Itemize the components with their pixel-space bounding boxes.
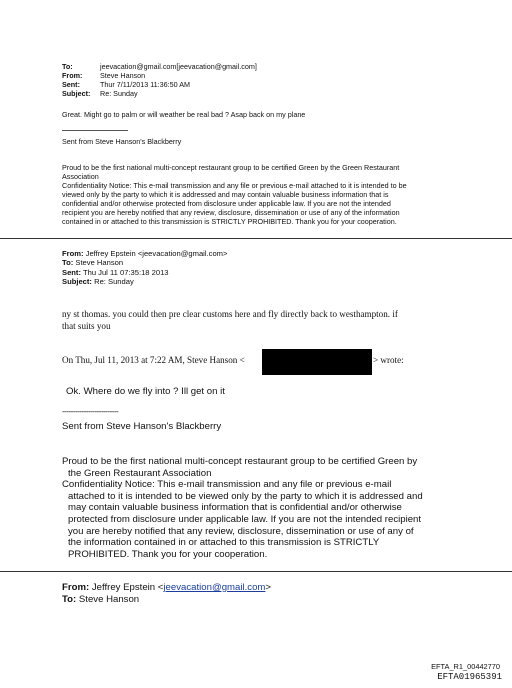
to-value: jeevacation@gmail.com[jeevacation@gmail.com]	[100, 62, 257, 71]
from-label: From:	[62, 249, 84, 258]
confidentiality-line: you are hereby notified that any review, disclosure, dissemination or use of any of	[68, 525, 414, 537]
signature-2: Sent from Steve Hanson's Blackberry	[62, 421, 222, 432]
from-value: Jeffrey Epstein <jeevacation@gmail.com>	[85, 249, 228, 258]
confidentiality-line: confidential and/or otherwise protected from disclosure under applicable law. If you are not the intended	[62, 199, 391, 208]
sent-label: Sent:	[62, 80, 80, 89]
subject-value: Re: Sunday	[100, 89, 138, 98]
section-divider	[0, 238, 512, 239]
email-body-1: Great. Might go to palm or will weather be real bad ? Asap back on my plane	[62, 110, 306, 119]
confidentiality-line: attached to it is intended to be viewed only by the party to which it is addressed and	[68, 490, 423, 502]
confidentiality-line: contained in or attached to this transmission is STRICTLY PROHIBITED. Thank you for your cooperation.	[62, 217, 397, 226]
confidentiality-line: may contain valuable business information that is confidential and/or otherwise	[68, 502, 402, 514]
footer-line: Proud to be the first national multi-concept restaurant group to be certified Green by the Green Restaurant	[62, 163, 400, 172]
footer-block-1	[62, 163, 407, 226]
subject-value: Re: Sunday	[94, 277, 134, 287]
from-close: >	[265, 582, 272, 593]
body-line: that suits you	[62, 320, 111, 331]
sent-value: Thu Jul 11 07:35:18 2013	[82, 267, 169, 277]
confidentiality-line: the information contained in or attached to this transmission is STRICTLY	[68, 537, 380, 549]
reference-stamp-2: EFTA01965391	[437, 672, 502, 682]
confidentiality-line: recipient you are hereby notified that any review, disclosure, dissemination or use of any of the information	[62, 208, 400, 217]
reference-stamp-1: EFTA_R1_00442770	[431, 662, 500, 671]
to-label: To:	[62, 593, 77, 605]
confidentiality-line: Confidentiality Notice: This e-mail transmission and any file or previous e-mail	[62, 479, 392, 491]
footer-line: Association	[62, 172, 99, 181]
from-value: Steve Hanson	[100, 71, 146, 80]
from-email-link[interactable]: jeevacation@gmail.com	[163, 582, 266, 593]
footer-block-2	[62, 456, 423, 560]
confidentiality-line: protected from disclosure under applicable law. If you are not the intended recipient	[68, 513, 422, 525]
to-value: Steve Hanson	[75, 258, 124, 268]
from-name: Jeffrey Epstein <	[91, 582, 164, 593]
body-line: ny st thomas. you could then pre clear customs here and fly directly back to westhampton. if	[62, 309, 398, 319]
to-label: To:	[62, 258, 74, 268]
section-divider	[0, 571, 512, 572]
quoted-reply: Ok. Where do we fly into ? Ill get on it	[66, 386, 225, 397]
signature-separator-2: --------------------------	[62, 407, 119, 416]
quote-prefix: On Thu, Jul 11, 2013 at 7:22 AM, Steve Hanson <	[62, 355, 245, 365]
email-header-1	[62, 62, 257, 98]
footer-line: Proud to be the first national multi-concept restaurant group to be certified Green by	[62, 456, 418, 467]
signature-rule-1	[62, 130, 128, 131]
email-header-3	[62, 582, 271, 605]
signature-1: Sent from Steve Hanson's Blackberry	[62, 137, 182, 146]
email-header-2	[62, 249, 227, 287]
subject-label: Subject:	[62, 89, 91, 98]
confidentiality-line: Confidentiality Notice: This e-mail transmission and any file or previous e-mail attached to it is intended to be	[62, 181, 407, 190]
from-label: From:	[62, 582, 90, 593]
to-value: Steve Hanson	[78, 593, 140, 605]
to-label: To:	[62, 62, 73, 71]
confidentiality-line: viewed only by the party to which it is addressed and may contain valuable business information that is	[62, 190, 389, 199]
footer-line: the Green Restaurant Association	[68, 467, 212, 479]
from-label: From:	[62, 71, 83, 80]
quote-suffix: > wrote:	[373, 355, 404, 365]
email-body-2	[62, 309, 398, 332]
subject-label: Subject:	[62, 277, 92, 287]
redaction-bar	[262, 349, 372, 375]
confidentiality-line: PROHIBITED. Thank you for your cooperation.	[68, 548, 268, 560]
sent-value: Thur 7/11/2013 11:36:50 AM	[100, 80, 191, 89]
quote-attribution	[62, 355, 245, 367]
sent-label: Sent:	[62, 267, 81, 277]
